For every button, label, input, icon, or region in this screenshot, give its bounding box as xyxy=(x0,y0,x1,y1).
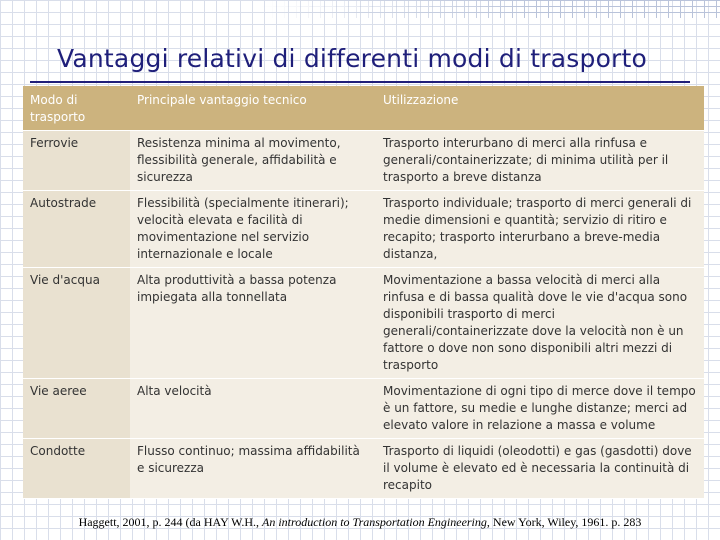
citation-suffix: , New York, Wiley, 1961. p. 283 xyxy=(486,515,642,529)
cell-usage: Trasporto interurbano di merci alla rinfusa e generali/containerizzate; di minima utilità per il trasporto a breve distanza xyxy=(376,131,704,191)
cell-mode: Ferrovie xyxy=(23,131,130,191)
cell-mode: Vie aeree xyxy=(23,379,130,439)
cell-advantage: Alta produttività a bassa potenza impiegata alla tonnellata xyxy=(130,268,376,379)
cell-advantage: Flessibilità (specialmente itinerari); velocità elevata e facilità di movimentazione nel servizio internazionale e locale xyxy=(130,191,376,268)
table-row xyxy=(23,379,704,439)
cell-advantage: Flusso continuo; massima affidabilità e sicurezza xyxy=(130,439,376,499)
cell-mode: Condotte xyxy=(23,439,130,499)
cell-usage: Trasporto di liquidi (oleodotti) e gas (gasdotti) dove il volume è elevato ed è necessaria la continuità di recapito xyxy=(376,439,704,499)
cell-mode: Vie d'acqua xyxy=(23,268,130,379)
header-cell-advantage: Principale vantaggio tecnico xyxy=(130,86,376,131)
transport-modes-table xyxy=(23,86,704,499)
table-row xyxy=(23,268,704,379)
table-row xyxy=(23,131,704,191)
cell-mode: Autostrade xyxy=(23,191,130,268)
source-citation xyxy=(0,515,720,530)
cell-usage: Movimentazione di ogni tipo di merce dove il tempo è un fattore, su medie e lunghe distanze; merci ad elevato valore in relazione a massa e volume xyxy=(376,379,704,439)
decorative-corner-grid xyxy=(260,0,720,18)
table-row xyxy=(23,191,704,268)
citation-book-title: An introduction to Transportation Engineering xyxy=(262,515,487,529)
citation-prefix: Haggett, 2001, p. 244 (da HAY W.H., xyxy=(78,515,262,529)
table-header-row xyxy=(23,86,704,131)
cell-usage: Movimentazione a bassa velocità di merci alla rinfusa e di bassa qualità dove le vie d'acqua sono disponibili trasporto di merci generali/containerizzate dove la velocità non è un fattore o dove non sono disponibili altri mezzi di trasporto xyxy=(376,268,704,379)
table-row xyxy=(23,439,704,499)
cell-advantage: Resistenza minima al movimento, flessibilità generale, affidabilità e sicurezza xyxy=(130,131,376,191)
cell-advantage: Alta velocità xyxy=(130,379,376,439)
header-cell-mode: Modo di trasporto xyxy=(23,86,130,131)
page-title: Vantaggi relativi di differenti modi di trasporto xyxy=(57,44,648,73)
cell-usage: Trasporto individuale; trasporto di merci generali di medie dimensioni e quantità; servizio di ritiro e recapito; trasporto interurbano a breve-media distanza, xyxy=(376,191,704,268)
title-underline xyxy=(30,81,690,83)
header-cell-usage: Utilizzazione xyxy=(376,86,704,131)
